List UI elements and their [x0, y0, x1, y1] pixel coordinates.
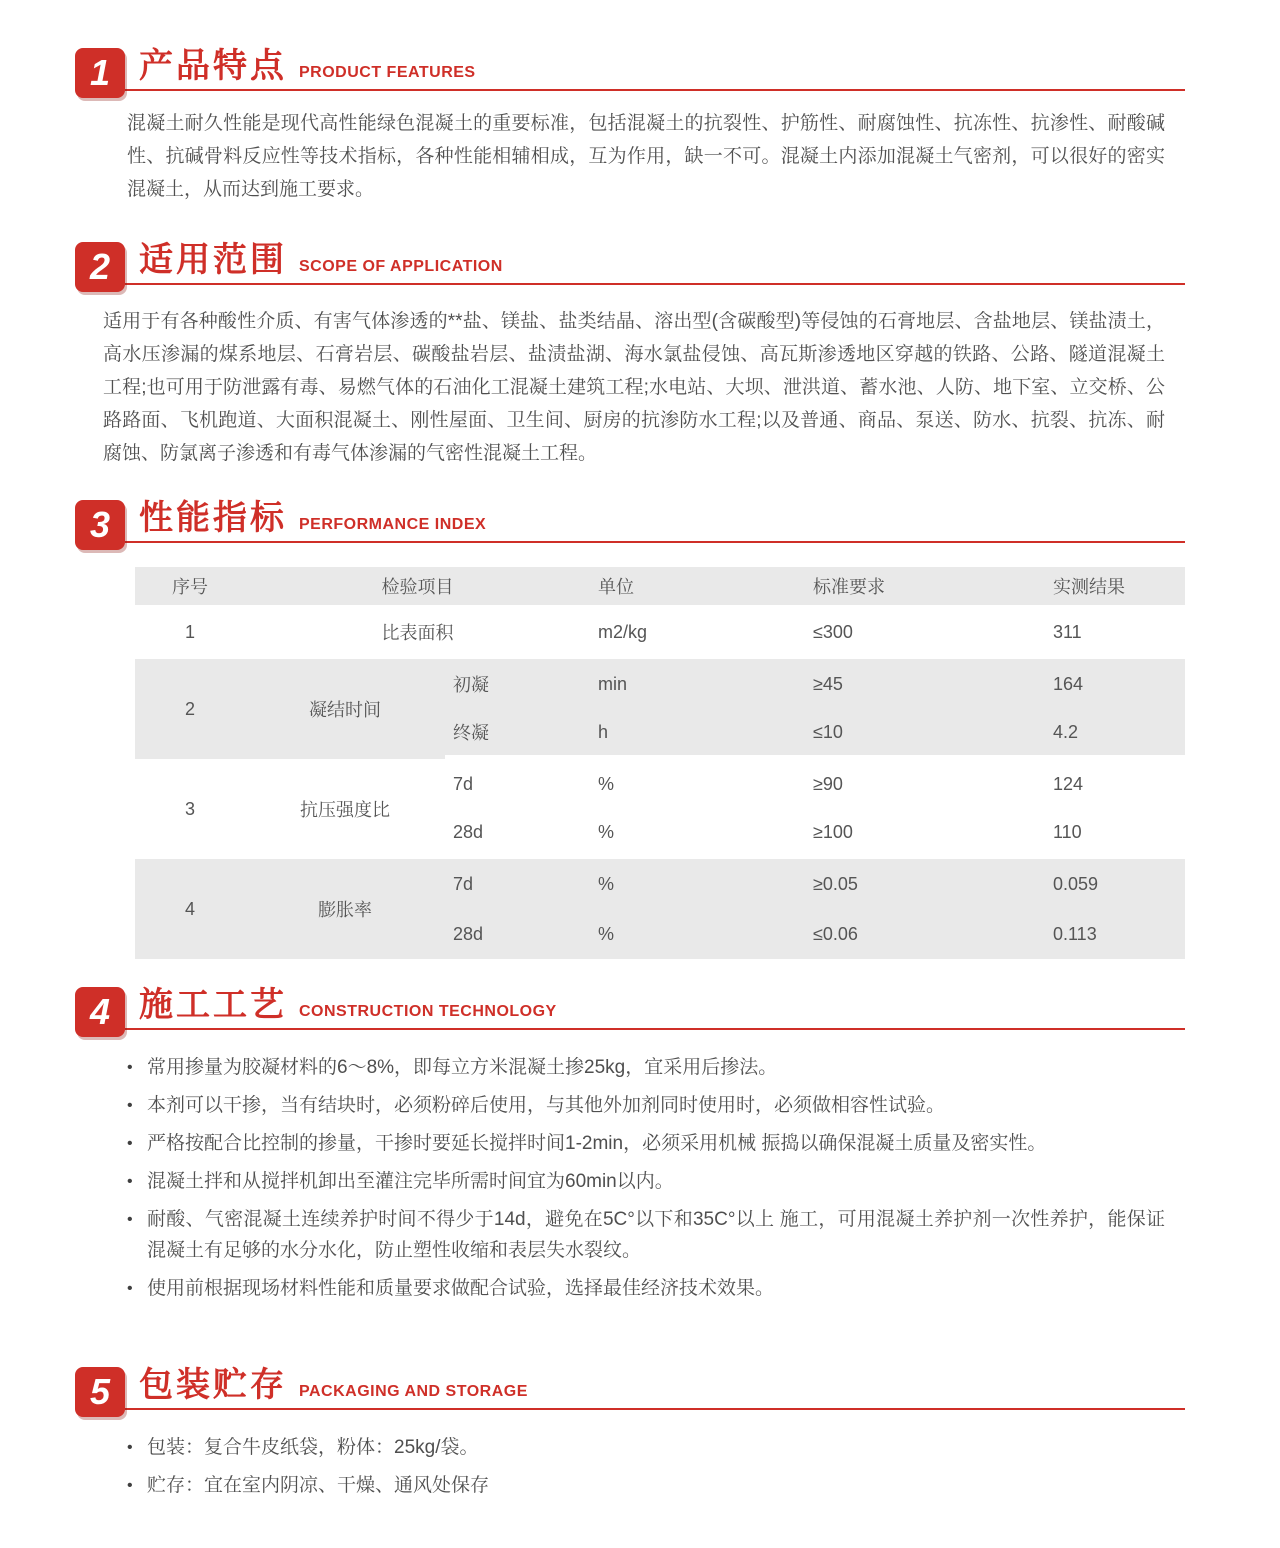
section-1-header [75, 48, 1185, 91]
bullet-text: 耐酸、气密混凝土连续养护时间不得少于14d，避免在5C°以下和35C°以上 施工，可用混凝土养护剂一次性养护，能保证混凝土有足够的水分水化，防止塑性收缩和表层失水裂纹。 [147, 1209, 1165, 1261]
cell-result: 110 [1045, 809, 1185, 859]
cell-standard: ≤300 [805, 609, 1045, 659]
cell-item: 比表面积 [245, 609, 590, 659]
col-header-no: 序号 [135, 567, 245, 609]
cell-result: 0.059 [1045, 859, 1185, 909]
list-item [127, 1432, 1165, 1463]
section-3-number: 3 [89, 504, 111, 545]
cell-sub-item: 28d [445, 909, 590, 959]
section-1-body: 混凝土耐久性能是现代高性能绿色混凝土的重要标准，包括混凝土的抗裂性、护筋性、耐腐蚀性、抗冻性、抗渗性、耐酸碱性、抗碱骨料反应性等技术指标，各种性能相辅相成，互为作用，缺一不可。混凝土内添加混凝土气密剂，可以很好的密实混凝土，从而达到施工要求。 [127, 113, 1165, 200]
performance-index-table [135, 567, 1185, 959]
section-3-titlebar [125, 501, 1185, 543]
cell-unit: min [590, 659, 805, 709]
cell-sub-item: 终凝 [445, 709, 590, 759]
cell-result: 164 [1045, 659, 1185, 709]
bullet-icon: • [127, 1097, 133, 1114]
section-2-titlebar [125, 243, 1185, 285]
cell-item: 抗压强度比 [245, 759, 445, 859]
section-3-number-badge [75, 500, 125, 550]
cell-sub-item: 28d [445, 809, 590, 859]
list-item [127, 1204, 1165, 1266]
section-5-titlebar [125, 1368, 1185, 1410]
cell-unit: % [590, 809, 805, 859]
cell-standard: ≤0.06 [805, 909, 1045, 959]
section-2-number: 2 [89, 246, 111, 287]
cell-no: 4 [135, 859, 245, 959]
section-4-titlebar [125, 988, 1185, 1030]
bullet-icon: • [127, 1477, 133, 1494]
bullet-icon: • [127, 1059, 133, 1076]
section-1-title: 产品特点 [139, 47, 287, 85]
cell-result: 4.2 [1045, 709, 1185, 759]
cell-item: 凝结时间 [245, 659, 445, 759]
table-row [135, 759, 1185, 809]
table-header-row [135, 567, 1185, 609]
cell-standard: ≥90 [805, 759, 1045, 809]
cell-unit: % [590, 859, 805, 909]
list-item [127, 1273, 1165, 1304]
section-2-header [75, 242, 1185, 285]
section-5-number-badge [75, 1367, 125, 1417]
bullet-text: 使用前根据现场材料性能和质量要求做配合试验，选择最佳经济技术效果。 [147, 1278, 775, 1299]
list-item [127, 1128, 1165, 1159]
section-1-number-badge [75, 48, 125, 98]
cell-result: 0.113 [1045, 909, 1185, 959]
cell-unit: h [590, 709, 805, 759]
list-item [127, 1090, 1165, 1121]
bullet-icon: • [127, 1439, 133, 1456]
cell-sub-item: 7d [445, 859, 590, 909]
col-header-result: 实测结果 [1045, 567, 1185, 609]
bullet-text: 严格按配合比控制的掺量，干掺时要延长搅拌时间1-2min，必须采用机械 振捣以确保混凝土质量及密实性。 [147, 1133, 1047, 1154]
table-row [135, 609, 1185, 659]
section-2-number-badge [75, 242, 125, 292]
cell-result: 311 [1045, 609, 1185, 659]
cell-result: 124 [1045, 759, 1185, 809]
cell-standard: ≥100 [805, 809, 1045, 859]
bullet-text: 混凝土拌和从搅拌机卸出至灌注完毕所需时间宜为60min以内。 [147, 1171, 674, 1192]
cell-standard: ≤10 [805, 709, 1045, 759]
cell-sub-item: 7d [445, 759, 590, 809]
bullet-icon: • [127, 1211, 133, 1228]
bullet-icon: • [127, 1173, 133, 1190]
section-4-number-badge [75, 987, 125, 1037]
bullet-icon: • [127, 1135, 133, 1152]
cell-standard: ≥45 [805, 659, 1045, 709]
cell-no: 2 [135, 659, 245, 759]
cell-unit: % [590, 909, 805, 959]
section-5-subtitle: PACKAGING AND STORAGE [299, 1383, 528, 1400]
bullet-text: 包装：复合牛皮纸袋，粉体：25kg/袋。 [147, 1437, 479, 1458]
cell-no: 3 [135, 759, 245, 859]
section-2-title: 适用范围 [139, 241, 287, 279]
section-2-body: 适用于有各种酸性介质、有害气体渗透的**盐、镁盐、盐类结晶、溶出型(含碳酸型)等侵蚀的石膏地层、含盐地层、镁盐渍土，高水压渗漏的煤系地层、石膏岩层、碳酸盐岩层、盐渍盐湖、海水氯盐侵蚀、高瓦斯渗透地区穿越的铁路、公路、隧道混凝土工程;也可用于防泄露有毒、易燃气体的石油化工混凝土建筑工程;水电站、大坝、泄洪道、蓄水池、人防、地下室、立交桥、公路路面、飞机跑道、大面积混凝土、刚性屋面、卫生间、厨房的抗渗防水工程;以及普通、商品、泵送、防水、抗裂、抗冻、耐腐蚀、防氯离子渗透和有毒气体渗漏的气密性混凝土工程。 [103, 311, 1165, 464]
section-3-title: 性能指标 [139, 499, 287, 537]
table-row [135, 859, 1185, 909]
packaging-bullet-list [127, 1432, 1165, 1501]
section-2-subtitle: SCOPE OF APPLICATION [299, 258, 503, 275]
bullet-text: 贮存：宜在室内阴凉、干燥、通风处保存 [147, 1475, 490, 1496]
section-1-number: 1 [89, 52, 111, 93]
cell-item: 膨胀率 [245, 859, 445, 959]
section-5-number: 5 [89, 1371, 111, 1412]
bullet-text: 常用掺量为胶凝材料的6～8%，即每立方米混凝土掺25kg，宜采用后掺法。 [147, 1057, 778, 1078]
section-4-title: 施工工艺 [139, 986, 287, 1024]
section-5-header [75, 1367, 1185, 1410]
section-4-number: 4 [89, 991, 111, 1032]
table-row [135, 659, 1185, 709]
section-4-header [75, 987, 1185, 1030]
cell-unit: % [590, 759, 805, 809]
section-5-title: 包装贮存 [139, 1366, 287, 1404]
construction-bullet-list [127, 1052, 1165, 1304]
bullet-icon: • [127, 1280, 133, 1297]
cell-standard: ≥0.05 [805, 859, 1045, 909]
list-item [127, 1052, 1165, 1083]
bullet-text: 本剂可以干掺，当有结块时，必须粉碎后使用，与其他外加剂同时使用时，必须做相容性试验。 [147, 1095, 946, 1116]
list-item [127, 1166, 1165, 1197]
list-item [127, 1470, 1165, 1501]
section-3-subtitle: PERFORMANCE INDEX [299, 516, 487, 533]
cell-unit: m2/kg [590, 609, 805, 659]
section-1-subtitle: PRODUCT FEATURES [299, 64, 476, 81]
section-4-subtitle: CONSTRUCTION TECHNOLOGY [299, 1003, 557, 1020]
section-1-titlebar [125, 49, 1185, 91]
col-header-item: 检验项目 [245, 567, 590, 609]
cell-no: 1 [135, 609, 245, 659]
cell-sub-item: 初凝 [445, 659, 590, 709]
col-header-standard: 标准要求 [805, 567, 1045, 609]
col-header-unit: 单位 [590, 567, 805, 609]
section-3-header [75, 500, 1185, 543]
